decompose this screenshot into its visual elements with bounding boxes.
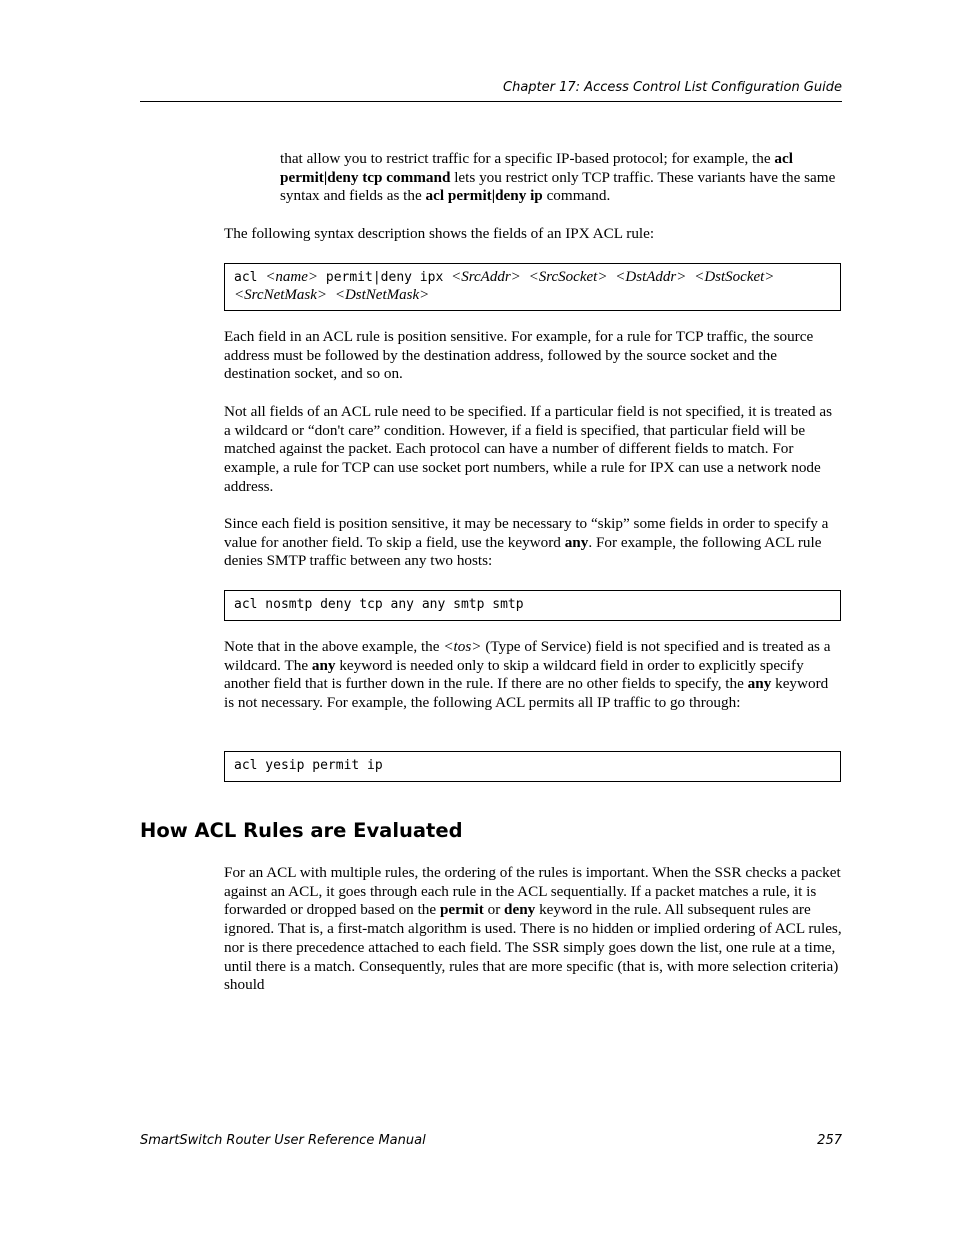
- paragraph-ipx-intro: The following syntax description shows the fields of an IPX ACL rule:: [224, 225, 655, 242]
- keyword-deny: deny: [504, 901, 536, 919]
- manual-title: SmartSwitch Router User Reference Manual: [140, 1133, 426, 1148]
- chapter-title: Chapter 17: Access Control List Configuration Guide: [503, 80, 842, 95]
- code-block-yesip: acl yesip permit ip: [224, 751, 841, 782]
- section-heading: How ACL Rules are Evaluated: [140, 819, 463, 842]
- keyword-any: any: [564, 533, 589, 551]
- code-block-nosmtp: acl nosmtp deny tcp any any smtp smtp: [224, 590, 841, 621]
- paragraph-tos-example: Note that in the above example, the <tos> (Type of Service) field is not specified and is treated as a wildcard. The any keyword is needed only to skip a wildcard field in order to explicitly specify another field that is further down in the rule. If there are no other fields to specify, the any keyword is not necessary. For example, the following ACL permits all IP traffic to go through:: [224, 638, 831, 712]
- field-tos: <tos>: [443, 638, 482, 655]
- keyword-any: any: [747, 675, 772, 693]
- keyword-permit: permit: [439, 901, 484, 919]
- command-acl-permit-deny-tcp: acl permit|deny tcp command: [280, 150, 793, 186]
- code-block-ipx-syntax: acl <name> permit|deny ipx <SrcAddr> <SrcSocket> <DstAddr> <DstSocket> <SrcNetMask> <DstNetMask>: [224, 263, 841, 311]
- page-number: 257: [817, 1133, 842, 1148]
- running-header: [140, 78, 842, 102]
- command-acl-permit-deny-ip: acl permit|deny ip: [425, 187, 543, 205]
- paragraph-tcp-variants: that allow you to restrict traffic for a specific IP-based protocol; for example, the acl permit|deny tcp command lets you restrict only TCP traffic. These variants have the same syntax and fields as the acl permit|deny ip command.: [280, 150, 836, 205]
- paragraph-position-sensitive: Each field in an ACL rule is position sensitive. For example, for a rule for TCP traffic, the source address must be followed by the destination address, followed by the source socket and the destination socket, and so on.: [224, 328, 814, 383]
- paragraph-rule-ordering: For an ACL with multiple rules, the ordering of the rules is important. When the SSR checks a packet against an ACL, it goes through each rule in the ACL sequentially. If a packet matches a rule, it is forwarded or dropped based on the permit or deny keyword in the rule. All subsequent rules are ignored. That is, a first-match algorithm is used. There is no hidden or implied ordering of ACL rules, nor is there precedence attached to each field. The SSR simply goes down the list, one rule at a time, until there is a match. Consequently, rules that are more specific (that is, with more selection criteria) should: [224, 864, 842, 994]
- paragraph-wildcard-fields: Not all fields of an ACL rule need to be specified. If a particular field is not specified, it is treated as a wildcard or “don't care” condition. However, if a field is specified, that particular field will be matched against the packet. Each protocol can have a number of different fields to match. For example, a rule for TCP can use socket port numbers, while a rule for IPX can use a network node address.: [224, 403, 832, 495]
- keyword-any: any: [311, 656, 336, 674]
- paragraph-skip-fields: Since each field is position sensitive, it may be necessary to “skip” some fields in order to specify a value for another field. To skip a field, use the keyword any. For example, the following ACL rule denies SMTP traffic between any two hosts:: [224, 515, 829, 570]
